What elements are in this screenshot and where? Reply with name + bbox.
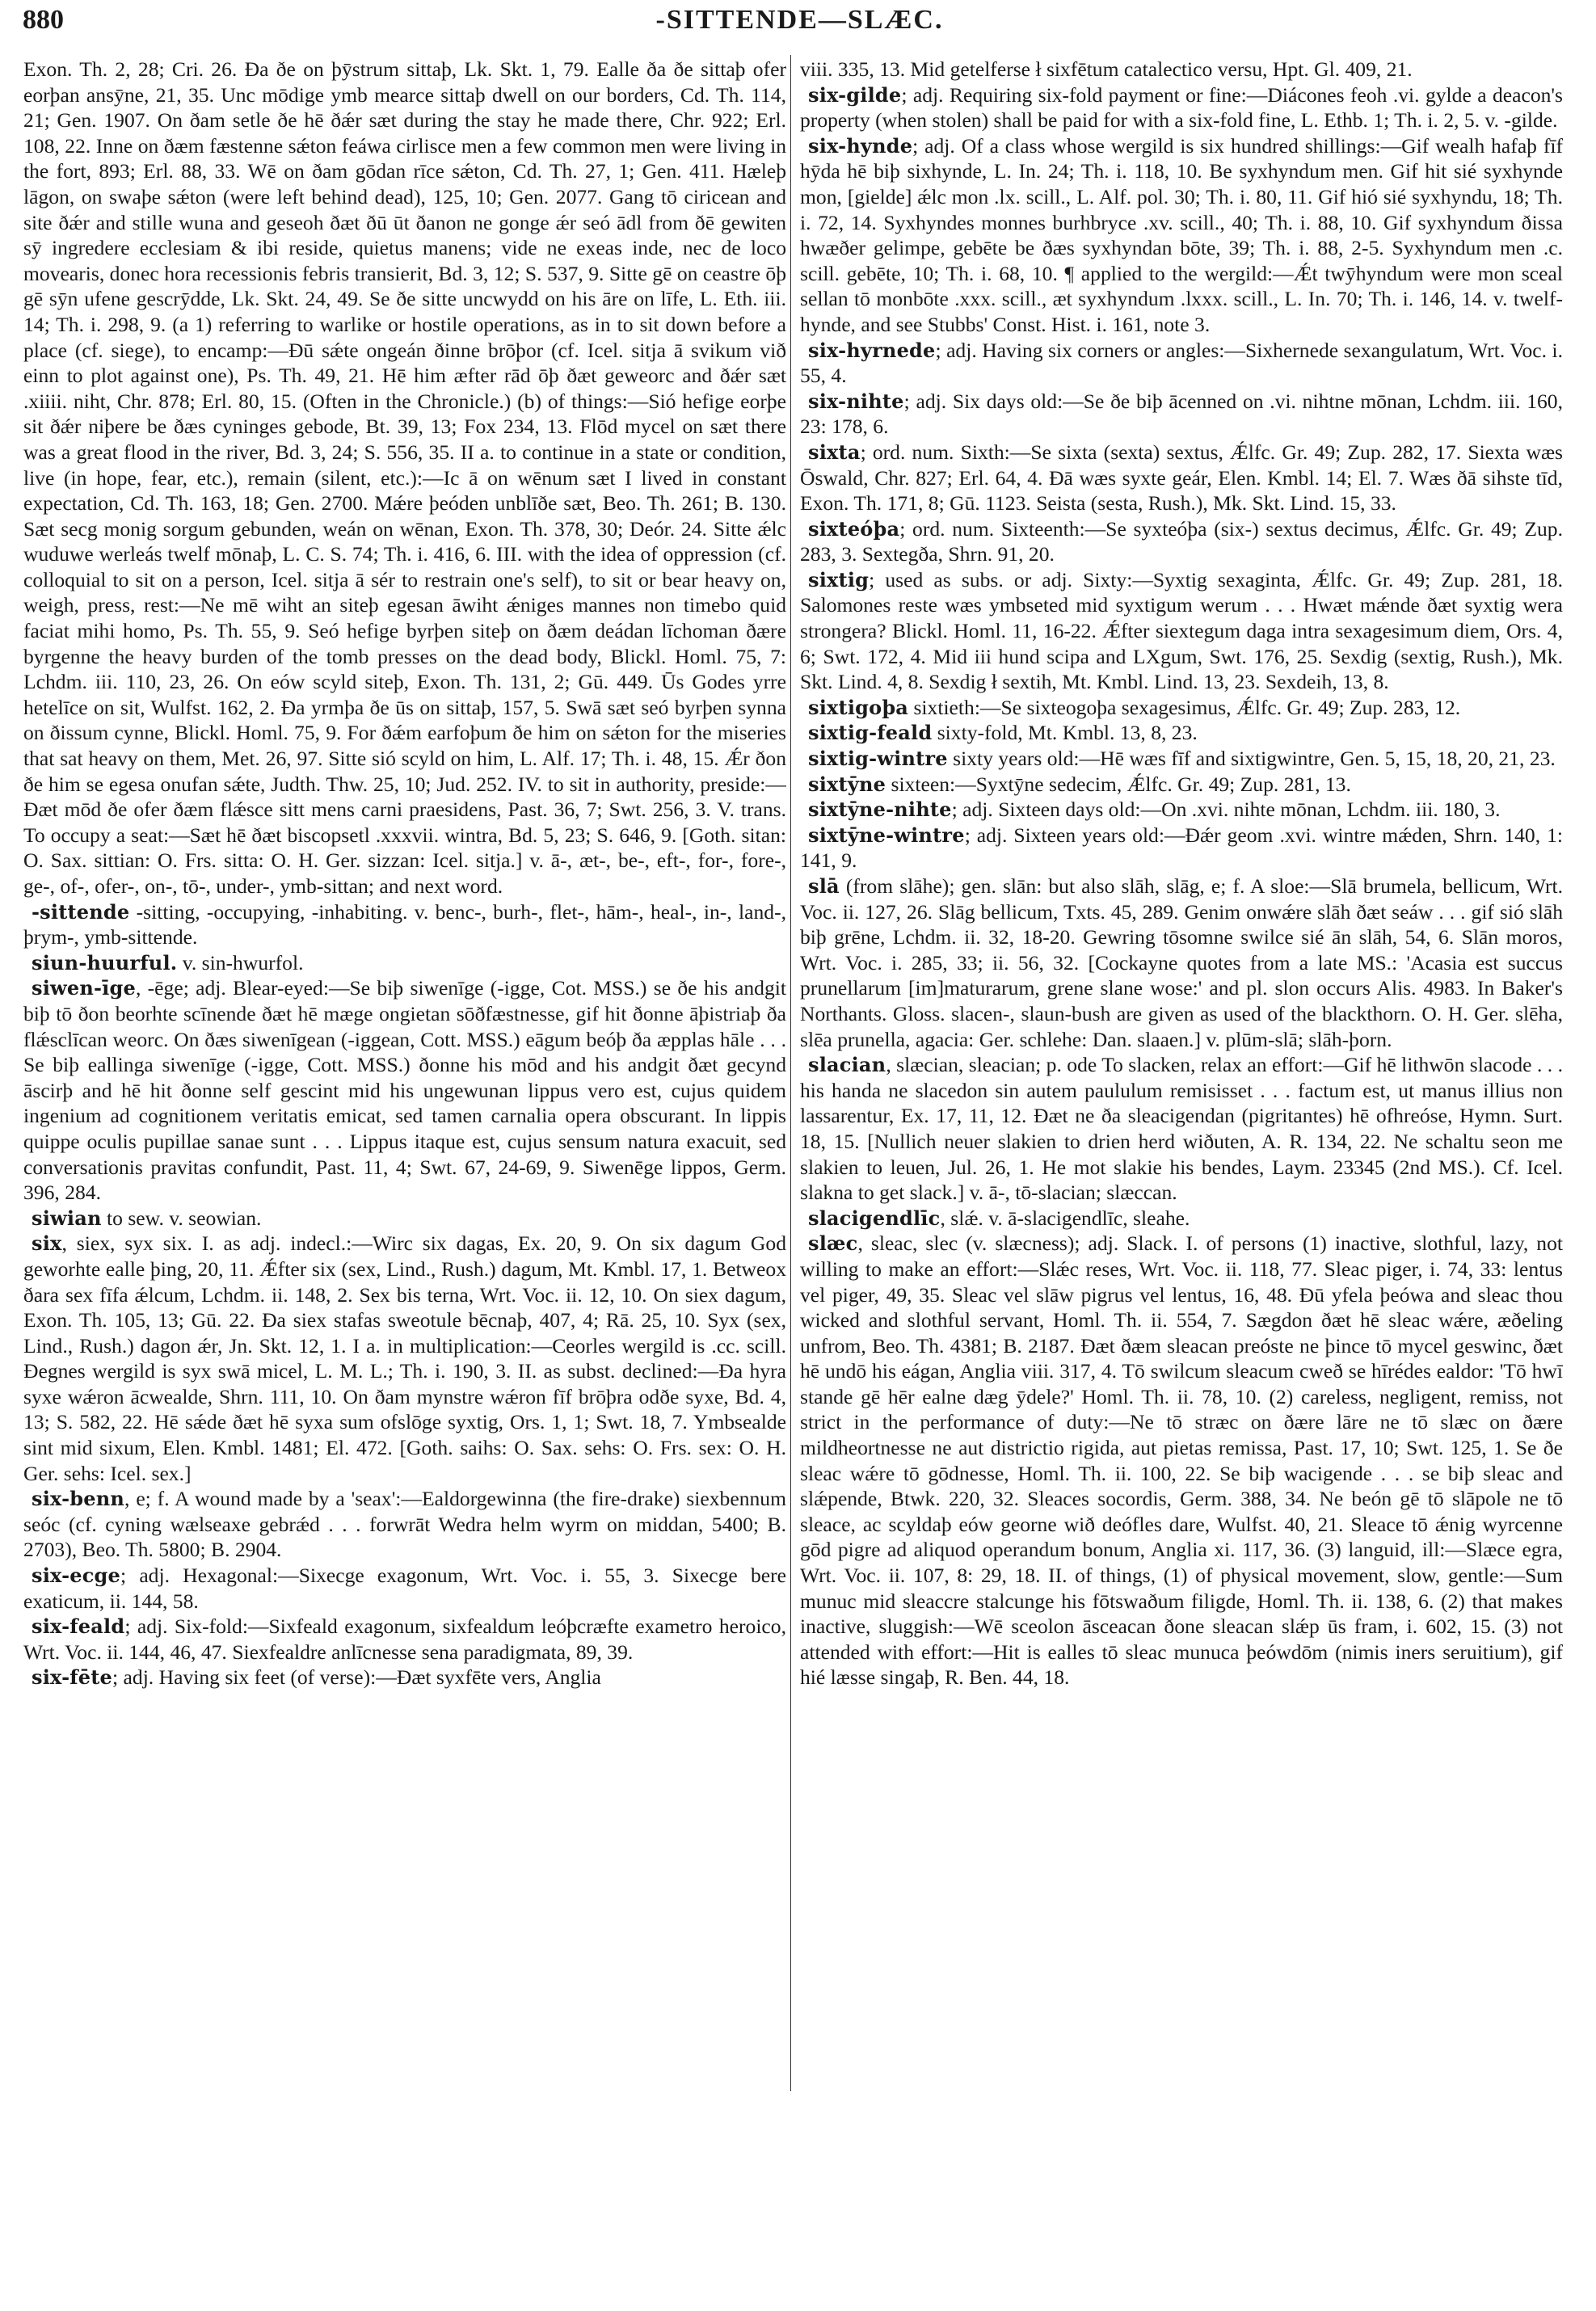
entry-headword: six-feald <box>32 1614 125 1639</box>
dictionary-entry <box>23 1206 786 1231</box>
entry-headword: sixtig <box>808 567 870 591</box>
entry-headword: siwian <box>32 1206 102 1230</box>
entry-text: ; adj. Having six corners or angles:—Sixhernede sexangulatum, Wrt. Voc. i. 55, 4. <box>800 338 1563 388</box>
entry-text: , siex, syx six. I. as adj. indecl.:—Wirc six dagas, Ex. 20, 9. On six dagum God geworhte ealle þing, 20, 11. Ǽfter six (sex, Lind., Rush.) dagum, Mt. Kmbl. 17, 1. Betweox ðara sex fīfa ǽlcum, Lchdm. ii. 148, 2. Sex bis terna, Wrt. Voc. ii. 12, 10. On siex dagum, Exon. Th. 105, 13; Gū. 22. Ða siex stafas sweotule bēcnaþ, 407, 4; Rā. 25, 10. Syx (sex, Lind., Rush.) dagon ǽr, Jn. Skt. 12, 1. I a. in multiplication:—Ceorles wergild is .cc. scill. Ðegnes wergild is syx swā micel, L. M. L.; Th. i. 190, 3. II. as subst. declined:—Ða hyra syxe wǽron ācwealde, Shrn. 111, 10. On ðam mynstre wǽron fīf brōþra odðe syxe, Bd. 4, 13; S. 582, 22. Hē sǽde ðæt hē syxa sum ofslōge syxtig, Ors. 1, 1; Swt. 18, 7. Ymbsealde sint mid sixum, Elen. Kmbl. 1481; El. 472. [Goth. saihs: O. Sax. sehs: O. Frs. sex: O. H. Ger. sehs: Icel. sex.] <box>23 1231 786 1485</box>
dictionary-entry <box>800 133 1563 338</box>
entry-text: ; ord. num. Sixth:—Se sixta (sexta) sextus, Ǽlfc. Gr. 49; Zup. 282, 17. Siexta wæs Ōswald, Chr. 827; Erl. 64, 4. Ðā wæs syxte geár, Elen. Kmbl. 14; El. 7. Wæs ðā sihste tīd, Exon. Th. 171, 8; Gū. 1123. Seista (sesta, Rush.), Mk. Skt. Lind. 15, 33. <box>800 440 1563 516</box>
entry-headword: six-fēte <box>32 1665 113 1690</box>
entry-text: , sleac, slec (v. slæcness); adj. Slack. I. of persons (1) inactive, slothful, lazy, not willing to make an effort:—Slǽc reses, Wrt. Voc. ii. 118, 77. Sleac piger, i. 74, 33: lentus vel piger, 49, 35. Sleac vel slāw pigrus vel lentus, 16, 48. Ðū yfela þeówa and sleac thou wicked and slothful servant, Homl. Th. ii. 554, 7. Sægdon ðæt hē sleac wǽre, æðeling unfrom, Beo. Th. 4381; B. 2187. Ðæt ðæm sleacan preóste ne þince tō mycel geswinc, ðæt hē undō his eágan, Anglia viii. 317, 4. Tō swilcum sleacum cweð se hīrédes ealdor: 'Tō hwī stande gē hēr ealne dæg ȳdele?' Homl. Th. ii. 78, 10. (2) careless, negligent, remiss, not strict in the performance of duty:—Ne tō stræc on ðære lāre ne tō slæc on ðære mildheortnesse ne aut districtio rigida, aut pietas remissa, Past. 17, 10; Swt. 125, 1. Se ðe sleac wǽre tō gōdnesse, Homl. Th. ii. 100, 22. Se biþ wacigende . . . se biþ sleac and slǽpende, Btwk. 220, 32. Sleaces socordis, Germ. 388, 34. Ne beón gē tō slāpole ne tō sleace, ac scyldaþ eów georne wið deófles dare, Wulfst. 40, 21. Sleace tō ǽnig wyrcenne gōd pigre ad aliquod operandum bonum, Anglia xi. 117, 36. (3) languid, ill:—Slæce egra, Wrt. Voc. ii. 107, 8: 29, 18. II. of things, (1) of physical movement, slow, gentle:—Sum munuc mid sleaccre stalcunge his fōtswaðum filigde, Homl. Th. ii. 138, 6. (2) that makes inactive, sluggish:—Wē sceolon āsceacan ðone sleacan slǽp ūs fram, i. 602, 15. (3) not attended with effort:—Hit is ealles tō sleac munuca þeówdōm (nimis iners seruitium), gif hié læsse singaþ, R. Ben. 44, 18. <box>800 1231 1563 1690</box>
page-title: -SITTENDE—SLÆC. <box>655 5 944 35</box>
entry-text: -sitting, -occupying, -inhabiting. v. benc-, burh-, flet-, hām-, heal-, in-, land-, þrym-, ymb-sittende. <box>23 899 786 949</box>
dictionary-entry <box>800 823 1563 873</box>
dictionary-entry <box>800 1052 1563 1206</box>
entry-text: ; adj. Six-fold:—Sixfeald exagonum, sixfealdum leóþcræfte exametro heroico, Wrt. Voc. ii. 144, 46, 47. Siexfealdre anlīcnesse sena paradigmata, 89, 39. <box>23 1614 786 1664</box>
dictionary-entry <box>23 899 786 950</box>
entry-headword: sixtȳne <box>808 772 886 796</box>
dictionary-entry <box>800 797 1563 823</box>
dictionary-entry <box>23 1231 786 1486</box>
dictionary-entry <box>800 440 1563 516</box>
entry-headword: sixtig-wintre <box>808 747 948 771</box>
entry-text: ; adj. Hexagonal:—Sixecge exagonum, Wrt. Voc. i. 55, 3. Sixecge bere exaticum, ii. 144, 58. <box>23 1564 786 1613</box>
entry-headword: six-benn <box>32 1487 125 1511</box>
dictionary-entry <box>800 720 1563 746</box>
entry-headword: sixtȳne-wintre <box>808 823 965 847</box>
dictionary-entry <box>23 1563 786 1614</box>
dictionary-entry <box>23 1486 786 1563</box>
entry-text: , slǽ. v. ā-slacigendlīc, sleahe. <box>940 1206 1190 1230</box>
dictionary-entry <box>23 1665 786 1690</box>
dictionary-entry <box>800 567 1563 695</box>
entry-text: , e; f. A wound made by a 'seax':—Ealdorgewinna (the fire-drake) siexbennum seóc (cf. cyning wælseaxe gebrǽd . . . forwrāt Wedra helm wyrm on middan, 5400; B. 2703), Beo. Th. 5800; B. 2904. <box>23 1487 786 1562</box>
dictionary-entry <box>23 1614 786 1665</box>
entry-headword: slā <box>808 874 840 898</box>
dictionary-entry <box>800 1231 1563 1690</box>
right-column <box>800 57 1563 2125</box>
entry-headword: siwen-īge <box>32 976 136 1000</box>
entry-headword: slacigendlīc <box>808 1206 941 1230</box>
entry-headword: sixtig-feald <box>808 721 933 745</box>
dictionary-entry <box>23 950 786 976</box>
dictionary-entry <box>800 873 1563 1052</box>
entry-text: , slæcian, sleacian; p. ode To slacken, relax an effort:—Gif hē lithwōn slacode . . . his handa ne slacedon sin autem paululum remisisset . . . factum est, ut manus illius non lassarentur, Ex. 17, 11, 12. Ðæt ne ða sleacigendan (pigritantes) hē ofhreóse, Hymn. Surt. 18, 15. [Nullich neuer slakien to drien herd wiðuten, A. R. 134, 22. Ne schaltu seon me slakien to leuen, Jul. 26, 1. He mot slakie his bendes, Laym. 23345 (2nd MS.). Cf. Icel. slakna to get slack.] v. ā-, tō-slacian; slæccan. <box>800 1053 1563 1205</box>
entry-headword: six <box>32 1231 62 1256</box>
entry-headword: sixteóþa <box>808 516 900 541</box>
left-column <box>23 57 786 2125</box>
page-number: 880 <box>23 5 64 35</box>
dictionary-entry <box>800 389 1563 440</box>
entry-headword: six-hyrnede <box>808 338 936 362</box>
entry-headword: -sittende <box>32 899 130 924</box>
entry-headword: sixtȳne-nihte <box>808 798 952 822</box>
entry-text: sixteen:—Syxtȳne sedecim, Ǽlfc. Gr. 49; Zup. 281, 13. <box>886 772 1351 796</box>
entry-text: v. sin-hwurfol. <box>177 950 304 974</box>
entry-text: viii. 335, 13. Mid getelferse ł sixfētum catalectico versu, Hpt. Gl. 409, 21. <box>800 57 1413 81</box>
entry-text: ; adj. Having six feet (of verse):—Ðæt syxfēte vers, Anglia <box>112 1665 601 1690</box>
entry-text: ; adj. Requiring six-fold payment or fine:—Diácones feoh .vi. gylde a deacon's property (when stolen) shall be paid for with a six-fold fine, L. Ethb. 1; Th. i. 2, 5. v. -gilde. <box>800 82 1563 133</box>
entry-headword: slacian <box>808 1053 886 1077</box>
entry-text: ; adj. Of a class whose wergild is six hundred shillings:—Gif wealh hafaþ fīf hȳda hē biþ sixhynde, L. In. 24; Th. i. 118, 10. Be syxhyndum men. Gif hit sié syxhynde mon, [gielde] ǽlc mon .lx. scill., L. Alf. pol. 30; Th. i. 80, 11. Gif hió sié syxhyndu, 18; Th. i. 72, 14. Syxhyndes monnes burhbryce .xv. scill., 40; Th. i. 88, 10. Gif syxhyndum ðissa hwæðer gelimpe, gebēte be ðæs syxhyndan bōte, 39; Th. i. 88, 2-5. Syxhyndum men .c. scill. gebēte, 10; Th. i. 68, 10. ¶ applied to the wergild:—Ǽt twȳhyndum were mon sceal sellan tō monbōte .xxx. scill., æt syxhyndum .lxxx. scill., L. In. 70; Th. i. 146, 14. v. twelf-hynde, and see Stubbs' Const. Hist. i. 161, note 3. <box>800 133 1563 336</box>
entry-headword: slæc <box>808 1231 858 1256</box>
entry-text: Exon. Th. 2, 28; Cri. 26. Ða ðe on þȳstrum sittaþ, Lk. Skt. 1, 79. Ealle ða ðe sittaþ ofer eorþan ansȳne, 21, 35. Unc mōdige ymb mearce sittaþ dwell on our borders, Cd. Th. 114, 21; Gen. 1907. On ðam setle ðe hē ðǽr sæt during the stay he made there, Chr. 922; Erl. 108, 22. Inne on ðæm fæstenne sǽton feáwa cirlisce men a few common men were living in the fort, 893; Erl. 88, 33. Wē on ðam gōdan rīce sǽton, Cd. Th. 27, 1; Gen. 411. Hæleþ lāgon, on swaþe sǽton (were left behind dead), 125, 10; Gen. 2077. Gang tō ciricean and site ðǽr and stille wuna and geseoh ðæt ðū ūt ðanon ne gonge ǽr seó ādl from ðē gewiten sȳ ingredere ecclesiam & ibi reside, quietus manens; vide ne exeas inde, nec de loco movearis, donec hora recessionis febris transierit, Bd. 3, 12; S. 537, 9. Sitte gē on ceastre ōþ gē sȳn ufene gescrȳdde, Lk. Skt. 24, 49. Se ðe sitte uncwydd on his āre on līfe, L. Eth. iii. 14; Th. i. 298, 9. (a 1) referring to warlike or hostile operations, as in to sit down before a place (cf. siege), to encamp:—Ðū sǽte ongeán ðinne brōþor (cf. Icel. sitja ā svikum við einn to plot against one), Ps. Th. 49, 21. Hē him æfter rād ōþ ðæt geweorc and ðǽr sæt .xiiii. niht, Chr. 878; Erl. 80, 15. (Often in the Chronicle.) (b) of things:—Sió hefige eorþe sit ðǽr niþere be ðæs cyninges gebode, Bt. 39, 13; Fox 234, 13. Flōd mycel on sæt there was a great flood in the river, Bd. 3, 24; S. 556, 35. II a. to continue in a state or condition, live (in hope, fear, etc.), remain (silent, etc.):—Ic ā on wēnum sæt I lived in constant expectation, Cd. Th. 163, 18; Gen. 2700. Mǽre þeóden unblīðe sæt, Beo. Th. 261; B. 130. Sæt secg monig sorgum gebunden, weán on wēnan, Exon. Th. 378, 30; Deór. 24. Sitte ǽlc wuduwe werleás twelf mōnaþ, L. C. S. 74; Th. i. 416, 6. III. with the idea of oppression (cf. colloquial to sit on a person, Icel. sitja ā sér to restrain one's self), to sit or bear heavy on, weigh, press, rest:—Ne mē wiht an siteþ egesan āwiht ǽniges mannes non timebo quid faciat mihi homo, Ps. Th. 55, 9. Seó hefige byrþen siteþ on ðæm deádan līchoman ðære byrgenne the heavy burden of the tomb presses on the dead body, Blickl. Homl. 75, 7: Lchdm. iii. 110, 23, 26. On eów scyld siteþ, Exon. Th. 131, 2; Gū. 449. Ūs Godes yrre hetelīce on sit, Wulfst. 162, 2. Ða yrmþa ðe ūs on sittaþ, 157, 5. Swā sæt seó byrþen synna on ðissum cynne, Blickl. Homl. 75, 9. For ðǽm earfoþum ðe him on sǽton for the miseries that sat heavy on them, Met. 26, 97. Sitte sió scyld on him, L. Alf. 17; Th. i. 48, 15. Ǽr ðon ðe him se egesa onufan sǽte, Judth. Thw. 25, 10; Jud. 252. IV. to sit in authority, preside:—Ðæt mōd ðe ofer ðæm flǽsce sitt mens carni praesidens, Past. 36, 7; Swt. 256, 3. V. trans. To occupy a seat:—Sæt hē ðæt biscopsetl .xxxvii. wintra, Bd. 5, 23; S. 646, 9. [Goth. sitan: O. Sax. sittian: O. Frs. sitta: O. H. Ger. sizzan: Icel. sitja.] v. ā-, æt-, be-, eft-, for-, fore-, ge-, of-, ofer-, on-, tō-, under-, ymb-sittan; and next word. <box>23 57 786 898</box>
entry-text: ; used as subs. or adj. Sixty:—Syxtig sexaginta, Ǽlfc. Gr. 49; Zup. 281, 18. Salomones reste wæs ymbseted mid syxtigum werum . . . Hwæt mǽnde ðæt syxtig wera strongera? Blickl. Homl. 11, 16-22. Ǽfter siextegum daga intra sexagesimum diem, Ors. 4, 6; Swt. 172, 4. Mid iii hund scipa and LXgum, Swt. 176, 25. Sexdig (sextig, Rush.), Mk. Skt. Lind. 4, 8. Sexdig ł sextih, Mt. Kmbl. Lind. 13, 23. Sexdeih, 13, 8. <box>800 567 1563 694</box>
dictionary-entry <box>23 975 786 1205</box>
page-header <box>23 5 1577 45</box>
dictionary-entry <box>23 57 786 899</box>
entry-text: to sew. v. seowian. <box>101 1206 262 1230</box>
dictionary-entry <box>800 516 1563 567</box>
dictionary-entry <box>800 746 1563 772</box>
entry-headword: sixtigoþa <box>808 695 909 719</box>
entry-text: ; adj. Sixteen days old:—On .xvi. nihte mōnan, Lchdm. iii. 180, 3. <box>951 798 1501 822</box>
entry-headword: sixta <box>808 440 861 464</box>
entry-text: sixtieth:—Se sixteogoþa sexagesimus, Ǽlfc. Gr. 49; Zup. 283, 12. <box>908 695 1461 719</box>
dictionary-entry <box>800 772 1563 798</box>
entry-headword: siun-huurful. <box>32 950 178 974</box>
entry-text: sixty-fold, Mt. Kmbl. 13, 8, 23. <box>932 721 1198 745</box>
entry-text: ; ord. num. Sixteenth:—Se syxteóþa (six-) sextus decimus, Ǽlfc. Gr. 49; Zup. 283, 3. Sextegða, Shrn. 91, 20. <box>800 516 1563 566</box>
entry-headword: six-hynde <box>808 133 913 158</box>
entry-headword: six-ecge <box>32 1564 121 1588</box>
entry-text: , -ēge; adj. Blear-eyed:—Se biþ siwenīge (-igge, Cot. MSS.) se ðe his andgit biþ tō ðon beorhte scīnende ðæt hē mæge ongietan sōðfæstnesse, gif hit ðonne āþistriaþ ða flǽsclīcan weorc. On ðæs siwenīgean (-iggean, Cott. MSS.) eāgum beóþ ða æpplas hāle . . . Se biþ eallinga siwenīge (-igge, Cott. MSS.) ðonne his mōd and his andgit ðæt gecynd āscirþ and hē hit ðonne self gescint mid his ungewunan lippus vero est, cujus quidem ingenium ad cognitionem veritatis emicat, sed tamen carnalia opera obscurant. In lippis quippe oculis pupillae sanae sunt . . . Lippus itaque est, cujus sensum natura exacuit, sed conversationis pravitas confundit, Past. 11, 4; Swt. 67, 24-69, 9. Siwenēge lippos, Germ. 396, 284. <box>23 976 786 1205</box>
entry-text: sixty years old:—Hē wæs fīf and sixtigwintre, Gen. 5, 15, 18, 20, 21, 23. <box>947 747 1556 771</box>
dictionary-entry <box>800 57 1563 82</box>
dictionary-entry <box>800 1206 1563 1231</box>
column-divider <box>790 55 791 2091</box>
dictionary-entry <box>800 695 1563 721</box>
entry-text: (from slāhe); gen. slān: but also slāh, slāg, e; f. A sloe:—Slā brumela, bellicum, Wrt. Voc. ii. 127, 26. Slāg bellicum, Txts. 45, 289. Genim onwǽre slāh ðæt seáw . . . gif sió slāh biþ grēne, Lchdm. ii. 32, 18-20. Gewring tōsomne swilce sié ān slāh, 54, 6. Slān moros, Wrt. Voc. i. 285, 33; ii. 56, 32. [Cockayne quotes from a late MS.: 'Acasia est succus prunellarum [im]maturarum, grene slane wose:' and pl. slon occurs Alis. 4983. In Baker's Northants. Gloss. slacen-, slaun-bush are given as used of the blackthorn. O. H. Ger. slēha, slēa prunella, agacia: Ger. schlehe: Dan. slaaen.] v. plūm-slā; slāh-þorn. <box>800 874 1563 1051</box>
dictionary-entry <box>800 82 1563 133</box>
entry-text: ; adj. Six days old:—Se ðe biþ ācenned on .vi. nihtne mōnan, Lchdm. iii. 160, 23: 178, 6. <box>800 389 1563 439</box>
entry-headword: six-nihte <box>808 389 904 413</box>
entry-text: ; adj. Sixteen years old:—Ðǽr geom .xvi. wintre mǽden, Shrn. 140, 1: 141, 9. <box>800 823 1563 873</box>
entry-headword: six-gilde <box>808 82 902 107</box>
dictionary-entry <box>800 338 1563 389</box>
